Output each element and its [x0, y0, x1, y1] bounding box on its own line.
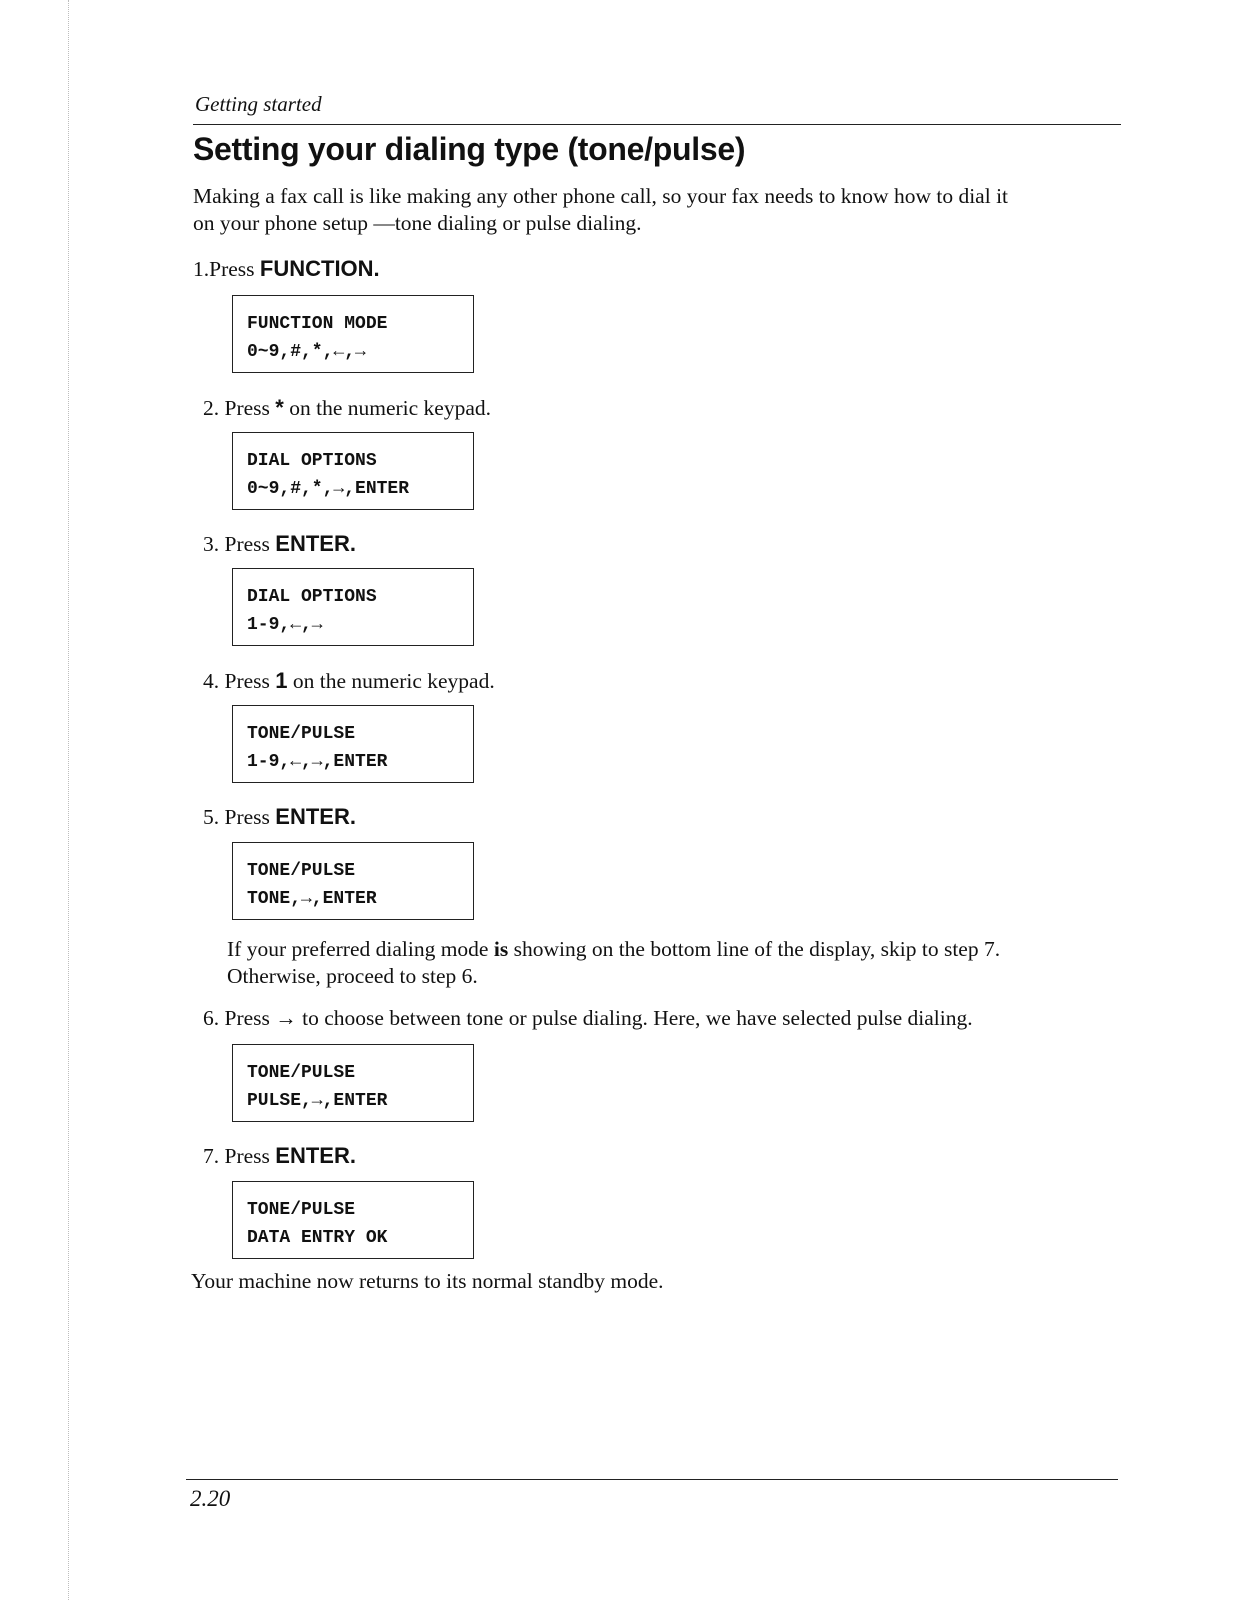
lcd-display-step-3 [232, 568, 474, 646]
lcd-display-step-6 [232, 1044, 474, 1122]
lcd-line-2: 0~9,#,*,←,→ [247, 342, 366, 362]
step-1-key: FUNCTION. [259, 256, 380, 281]
step-1: 1.Press FUNCTION. [193, 256, 380, 281]
lcd-line-2: 1-9,←,→ [247, 615, 323, 635]
page-number: 2.20 [190, 1486, 231, 1511]
note-line-1: If your preferred dialing mode is showing on the bottom line of the display, skip to step 7. [227, 937, 1001, 961]
lcd-line-2: PULSE,→,ENTER [247, 1091, 388, 1111]
lcd-display-step-7 [232, 1181, 474, 1259]
lcd-line-1: FUNCTION MODE [247, 314, 388, 334]
section-header: Getting started [195, 92, 322, 116]
step-5: 5. Press ENTER. [203, 804, 356, 829]
step-4: 4. Press 1 on the numeric keypad. [203, 668, 495, 693]
left-margin-rule [68, 0, 69, 1600]
note-line-2: Otherwise, proceed to step 6. [227, 964, 478, 988]
page-title: Setting your dialing type (tone/pulse) [193, 131, 746, 167]
lcd-line-1: DIAL OPTIONS [247, 451, 377, 471]
step-3: 3. Press ENTER. [203, 531, 356, 556]
footer-rule [186, 1479, 1118, 1480]
closing-text: Your machine now returns to its normal standby mode. [191, 1269, 664, 1293]
header-rule [193, 124, 1121, 125]
right-arrow-glyph: → [275, 1006, 297, 1030]
lcd-line-2: TONE,→,ENTER [247, 889, 377, 909]
step-7: 7. Press ENTER. [203, 1143, 356, 1168]
step-2: 2. Press * on the numeric keypad. [203, 395, 492, 420]
lcd-display-step-5 [232, 842, 474, 920]
intro-line-1: Making a fax call is like making any other phone call, so your fax needs to know how to dial it [193, 184, 1009, 208]
lcd-line-1: DIAL OPTIONS [247, 587, 377, 607]
step-7-key: ENTER. [275, 1143, 356, 1168]
lcd-line-1: TONE/PULSE [247, 1200, 356, 1220]
lcd-line-2: 0~9,#,*,→,ENTER [247, 479, 410, 499]
step-2-key: * [275, 395, 284, 420]
intro-line-2: on your phone setup —tone dialing or pulse dialing. [193, 211, 642, 235]
lcd-line-1: TONE/PULSE [247, 861, 356, 881]
lcd-line-1: TONE/PULSE [247, 1063, 356, 1083]
step-3-key: ENTER. [275, 531, 356, 556]
step-5-key: ENTER. [275, 804, 356, 829]
lcd-line-2: DATA ENTRY OK [247, 1228, 388, 1248]
lcd-line-1: TONE/PULSE [247, 724, 356, 744]
step-4-key: 1 [275, 668, 288, 693]
lcd-line-2: 1-9,←,→,ENTER [247, 752, 388, 772]
lcd-display-step-4 [232, 705, 474, 783]
lcd-display-step-2 [232, 432, 474, 510]
lcd-display-step-1 [232, 295, 474, 373]
step-6: 6. Press → to choose between tone or pulse dialing. Here, we have selected pulse dialing. [203, 1006, 973, 1030]
